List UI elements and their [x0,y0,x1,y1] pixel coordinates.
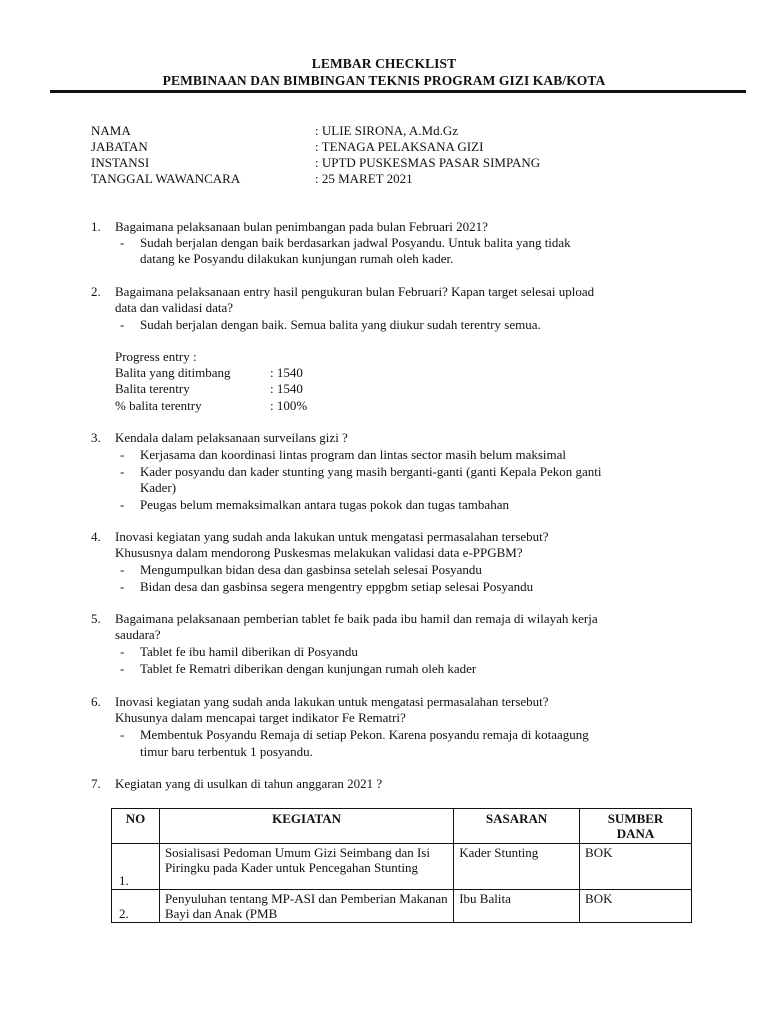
value-jabatan: : TENAGA PELAKSANA GIZI [315,139,484,154]
answer-text-cont: Kader) [140,480,177,495]
label-tanggal: TANGGAL WAWANCARA [91,171,241,186]
value-instansi: : UPTD PUSKESMAS PASAR SIMPANG [315,155,541,170]
question-number: 7. [91,776,101,791]
answer-text: Membentuk Posyandu Remaja di setiap Pekon. Karena posyandu remaja di kotaagung [140,727,589,742]
header-no: NO [112,809,160,844]
progress-label: % balita terentry [115,398,202,413]
answer-text: Sudah berjalan dengan baik. Semua balita yang diukur sudah terentry semua. [140,317,541,332]
label-nama: NAMA [91,123,131,138]
question-text: Kegiatan yang di usulkan di tahun anggaran 2021 ? [115,776,383,791]
question-text-cont: Khususnya dalam mendorong Puskesmas melakukan validasi data e-PPGBM? [115,545,523,560]
cell-sasaran: Ibu Balita [454,890,580,923]
question-number: 3. [91,430,101,445]
cell-sumber-dana: BOK [580,890,692,923]
header-sumber-dana: SUMBER DANA [580,809,692,844]
cell-kegiatan: Sosialisasi Pedoman Umum Gizi Seimbang dan Isi Piringku pada Kader untuk Pencegahan Stunting [159,844,453,890]
question-text: Inovasi kegiatan yang sudah anda lakukan untuk mengatasi permasalahan tersebut? [115,694,549,709]
cell-sasaran: Kader Stunting [454,844,580,890]
header-sasaran: SASARAN [454,809,580,844]
question-number: 5. [91,611,101,626]
bullet-dash: - [120,317,125,332]
answer-text: Mengumpulkan bidan desa dan gasbinsa setelah selesai Posyandu [140,562,482,577]
bullet-dash: - [120,644,125,659]
table-row [112,844,692,890]
question-text-cont: data dan validasi data? [115,300,234,315]
progress-value: : 1540 [270,365,303,380]
bullet-dash: - [120,464,125,479]
question-text: Bagaimana pelaksanaan pemberian tablet fe baik pada ibu hamil dan remaja di wilayah kerja [115,611,598,626]
progress-value: : 100% [270,398,308,413]
progress-label: Balita yang ditimbang [115,365,231,380]
bullet-dash: - [120,447,125,462]
bullet-dash: - [120,235,125,250]
answer-text: Kerjasama dan koordinasi lintas program dan lintas sector masih belum maksimal [140,447,567,462]
question-text-cont: saudara? [115,627,161,642]
answer-text: Tablet fe ibu hamil diberikan di Posyandu [140,644,358,659]
value-nama: : ULIE SIRONA, A.Md.Gz [315,123,458,138]
header-divider [50,90,746,93]
bullet-dash: - [120,579,125,594]
question-text: Inovasi kegiatan yang sudah anda lakukan untuk mengatasi permasalahan tersebut? [115,529,549,544]
table-header-row [112,809,692,844]
progress-value: : 1540 [270,381,303,396]
cell-no: 2. [112,890,160,923]
question-text-cont: Khusunya dalam mencapai target indikator Fe Rematri? [115,710,406,725]
question-number: 6. [91,694,101,709]
answer-text: Bidan desa dan gasbinsa segera mengentry eppgbm setiap selesai Posyandu [140,579,534,594]
answer-text: Peugas belum memaksimalkan antara tugas pokok dan tugas tambahan [140,497,509,512]
question-text: Bagaimana pelaksanaan entry hasil pengukuran bulan Februari? Kapan target selesai upload [115,284,595,299]
answer-text: Tablet fe Rematri diberikan dengan kunjungan rumah oleh kader [140,661,477,676]
question-text: Bagaimana pelaksanaan bulan penimbangan pada bulan Februari 2021? [115,219,488,234]
answer-text: Kader posyandu dan kader stunting yang masih berganti-ganti (ganti Kepala Pekon ganti [140,464,602,479]
doc-subtitle: PEMBINAAN DAN BIMBINGAN TEKNIS PROGRAM GIZI KAB/KOTA [162,73,606,88]
question-number: 2. [91,284,101,299]
answer-text: Sudah berjalan dengan baik berdasarkan jadwal Posyandu. Untuk balita yang tidak [140,235,571,250]
progress-label: Balita terentry [115,381,190,396]
label-instansi: INSTANSI [91,155,150,170]
label-jabatan: JABATAN [91,139,148,154]
table-row [112,890,692,923]
answer-text-cont: datang ke Posyandu dilakukan kunjungan rumah oleh kader. [140,251,454,266]
bullet-dash: - [120,497,125,512]
progress-title: Progress entry : [115,349,197,364]
activities-table [111,808,692,923]
question-text: Kendala dalam pelaksanaan surveilans gizi ? [115,430,348,445]
question-number: 1. [91,219,101,234]
doc-title: LEMBAR CHECKLIST [311,56,457,71]
cell-kegiatan: Penyuluhan tentang MP-ASI dan Pemberian Makanan Bayi dan Anak (PMB [159,890,453,923]
question-number: 4. [91,529,101,544]
bullet-dash: - [120,661,125,676]
header-kegiatan: KEGIATAN [159,809,453,844]
value-tanggal: : 25 MARET 2021 [315,171,413,186]
answer-text-cont: timur baru terbentuk 1 posyandu. [140,744,313,759]
cell-no: 1. [112,844,160,890]
bullet-dash: - [120,562,125,577]
cell-sumber-dana: BOK [580,844,692,890]
bullet-dash: - [120,727,125,742]
